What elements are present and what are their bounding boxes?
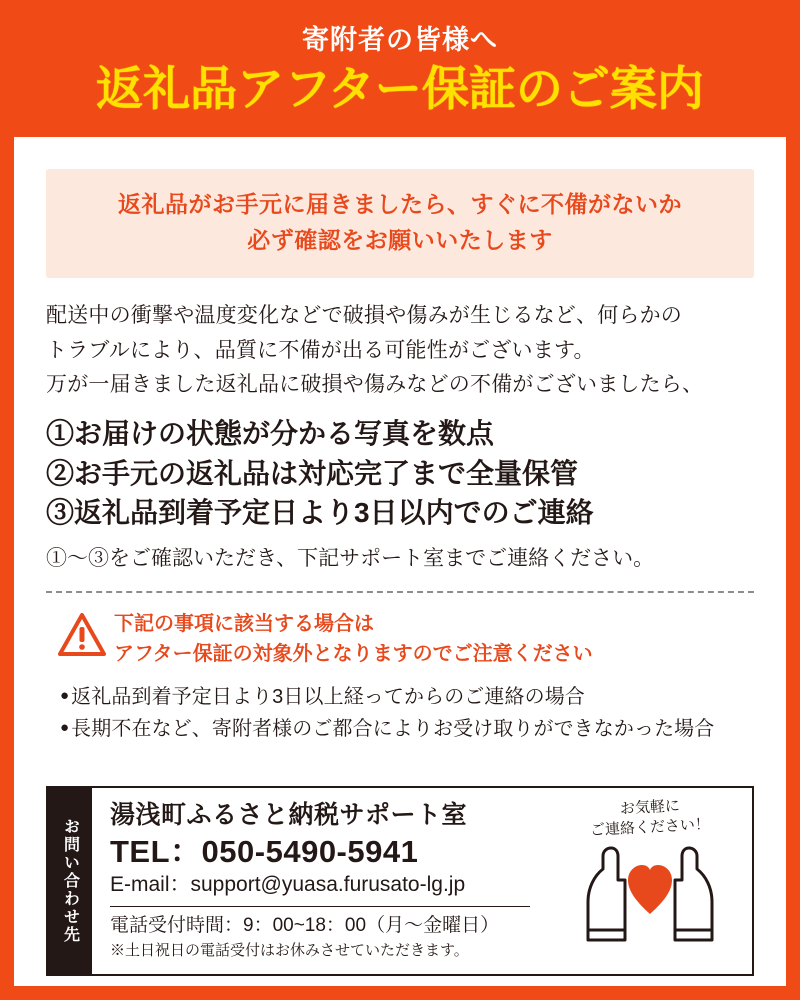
header-subtitle: 寄附者の皆様へ: [302, 25, 498, 55]
header: [0, 0, 800, 118]
closing-text: ①〜③をご確認いただき、下記サポート室までご連絡ください。: [46, 547, 655, 571]
point-2: ②お手元の返礼品は対応完了まで全量保管: [46, 457, 579, 489]
bullet-dot-icon: ●: [60, 686, 70, 704]
art-caption-line-2: ご連絡ください！: [589, 816, 711, 840]
contact-divider: [110, 906, 530, 907]
warning-text: [110, 609, 593, 669]
contact-hours: 電話受付時間：9：00~18：00（月〜金曜日）: [110, 914, 500, 936]
contact-box: [46, 786, 754, 976]
art-caption: [560, 798, 740, 839]
contact-email[interactable]: E-mail：support@yuasa.furusato-lg.jp: [110, 872, 466, 896]
notice-line-1: 返礼品がお手元に届きましたら、すぐに不備がないか: [118, 191, 682, 217]
exclusion-item-1: 返礼品到着予定日より3日以上経ってからのご連絡の場合: [71, 685, 585, 708]
warning-line-1: 下記の事項に該当する場合は: [114, 612, 374, 635]
warning-triangle-icon: [58, 609, 110, 662]
contact-tab-label: お問い合わせ先: [48, 788, 92, 974]
exclusion-item-2: 長期不在など、寄附者様のご都合によりお受け取りができなかった場合: [71, 717, 715, 740]
contact-details: [92, 788, 552, 974]
body-paragraph-2: トラブルにより、品質に不備が出る可能性がございます。: [46, 338, 595, 362]
point-1: ①お届けの状態が分かる写真を数点: [46, 417, 495, 449]
warning-line-2: アフター保証の対象外となりますのでご注意ください: [114, 642, 593, 665]
point-3: ③返礼品到着予定日より3日以内でのご連絡: [46, 497, 594, 529]
header-title: 返礼品アフター保証のご案内: [96, 61, 704, 115]
numbered-points: [46, 414, 754, 533]
art-caption-line-1: お気軽に: [619, 797, 681, 818]
warning-block: [46, 609, 754, 669]
contact-note: ※土日祝日の電話受付はお休みさせていただきます。: [110, 941, 469, 959]
notice-box: [46, 169, 754, 278]
contact-telephone[interactable]: TEL：050-5490-5941: [110, 834, 419, 869]
contact-organization: 湯浅町ふるさと納税サポート室: [110, 801, 468, 829]
hands-holding-heart-icon: [570, 836, 730, 951]
contact-illustration: [552, 788, 752, 974]
dashed-divider: [46, 591, 754, 593]
bullet-dot-icon: ●: [60, 718, 70, 736]
body-paragraphs: [46, 300, 754, 402]
notice-line-2: 必ず確認をお願いいたします: [247, 226, 553, 253]
body-paragraph-1: 配送中の衝撃や温度変化などで破損や傷みが生じるなど、何らかの: [46, 304, 682, 328]
body-paragraph-3: 万が一届きました返礼品に破損や傷みなどの不備がございましたら、: [46, 373, 704, 397]
exclusion-list: [46, 681, 754, 745]
list-item: [60, 713, 754, 745]
list-item: [60, 681, 754, 713]
